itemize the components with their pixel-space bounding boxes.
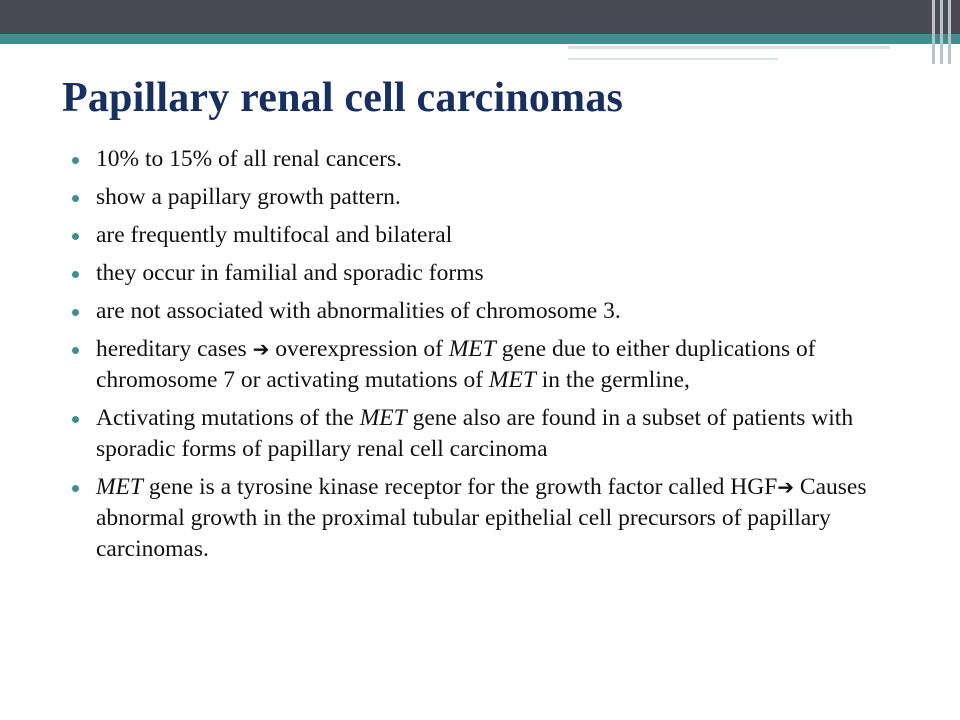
- slide-title: Papillary renal cell carcinomas: [62, 75, 624, 121]
- bullet-text: show a papillary growth pattern.: [96, 184, 401, 210]
- bullet-item: [70, 472, 930, 565]
- arrow-right-icon: ➔: [252, 337, 270, 361]
- bullet-item: [70, 403, 930, 465]
- bullet-text: gene is a tyrosine kinase receptor for the growth factor called HGF: [143, 474, 778, 500]
- edge-stripes: [926, 0, 960, 64]
- bullet-text: in the germline,: [535, 367, 690, 393]
- bullet-text: 10% to 15% of all renal cancers.: [96, 146, 403, 172]
- header-bar: [0, 0, 960, 34]
- bullet-dot-icon: [72, 157, 79, 164]
- bullet-text: Causes abnormal growth in the proximal tubular epithelial cell precursors of papillary carcinomas.: [96, 474, 867, 562]
- bullet-text: hereditary cases: [96, 336, 253, 362]
- bullet-item: [70, 258, 930, 289]
- decorative-line: [568, 58, 778, 60]
- bullet-dot-icon: [72, 416, 79, 423]
- bullet-text: they occur in familial and sporadic forms: [96, 260, 484, 286]
- gene-name: MET: [448, 336, 496, 362]
- bullet-dot-icon: [72, 233, 79, 240]
- bullet-dot-icon: [72, 309, 79, 316]
- bullet-text: overexpression of: [269, 336, 449, 362]
- bullet-dot-icon: [72, 271, 79, 278]
- bullet-text: gene also are found in a subset of patients with sporadic forms of papillary renal cell carcinoma: [96, 405, 854, 462]
- gene-name: MET: [96, 474, 143, 500]
- bullet-dot-icon: [72, 195, 79, 202]
- bullet-text: Activating mutations of the: [96, 405, 360, 431]
- arrow-right-icon: ➔: [777, 475, 795, 499]
- bullet-text: are not associated with abnormalities of chromosome 3.: [96, 298, 621, 324]
- header-accent-band: [0, 34, 960, 44]
- decorative-line: [568, 46, 890, 49]
- bullet-item: [70, 220, 930, 251]
- bullet-list: [70, 144, 930, 572]
- bullet-dot-icon: [72, 347, 79, 354]
- bullet-item: [70, 144, 930, 175]
- gene-name: MET: [488, 367, 536, 393]
- bullet-item: [70, 334, 930, 396]
- bullet-item: [70, 182, 930, 213]
- gene-name: MET: [359, 405, 407, 431]
- bullet-item: [70, 296, 930, 327]
- bullet-text: gene due to either duplications of chromosome 7 or activating mutations of: [96, 336, 816, 393]
- bullet-text: are frequently multifocal and bilateral: [96, 222, 453, 248]
- bullet-dot-icon: [72, 485, 79, 492]
